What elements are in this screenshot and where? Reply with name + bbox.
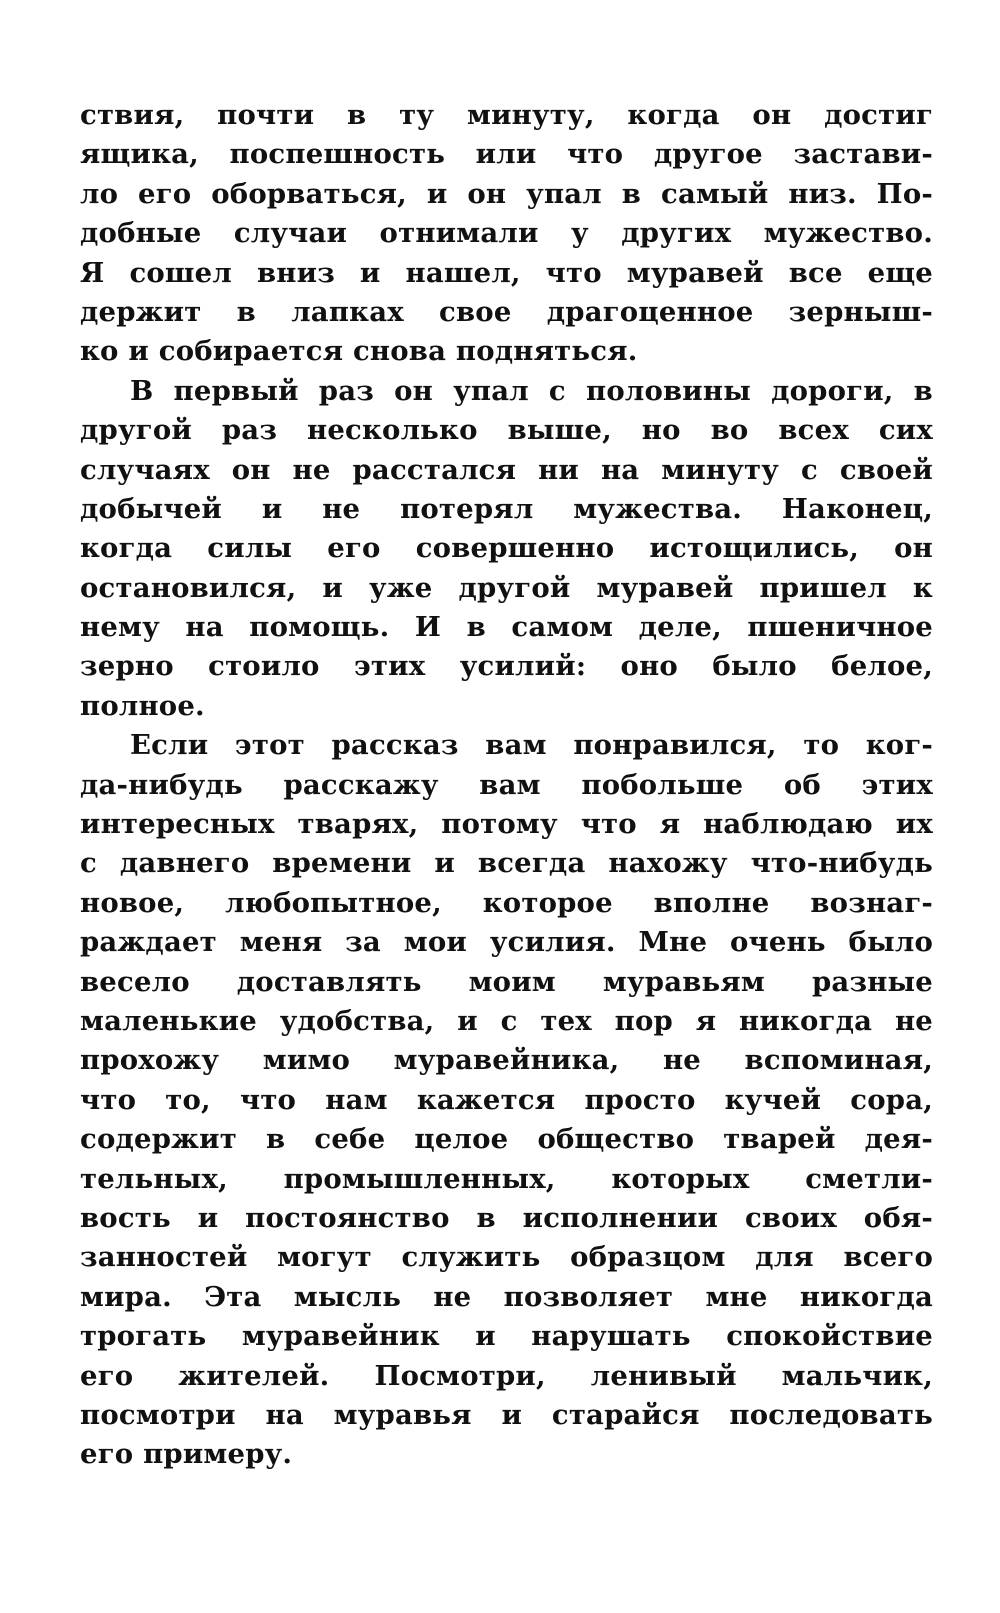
text-line: остановился, и уже другой муравей пришел к <box>80 571 933 604</box>
text-line: полное. <box>80 689 205 722</box>
text-line: что то, что нам кажется просто кучей сора, <box>80 1083 933 1116</box>
text-line: с давнего времени и всегда нахожу что-нибудь <box>80 847 933 880</box>
text-line: его жителей. Посмотри, ленивый мальчик, <box>80 1359 933 1392</box>
text-line: посмотри на муравья и старайся последовать <box>80 1398 933 1431</box>
text-line: новое, любопытное, которое вполне вознаг- <box>80 886 933 919</box>
text-line: его примеру. <box>80 1438 293 1471</box>
text-line: трогать муравейник и нарушать спокойствие <box>80 1320 933 1353</box>
text-line: зерно стоило этих усилий: оно было белое, <box>80 650 933 683</box>
text-line: мира. Эта мысль не позволяет мне никогда <box>80 1280 933 1313</box>
text-line: весело доставлять моим муравьям разные <box>80 965 933 998</box>
text-line: нему на помощь. И в самом деле, пшеничное <box>80 611 933 644</box>
text-line: ящика, поспешность или что другое застави- <box>80 138 933 171</box>
text-line: добычей и не потерял мужества. Наконец, <box>80 492 933 525</box>
text-line: другой раз несколько выше, но во всех сих <box>80 414 933 447</box>
paragraph <box>80 726 933 1474</box>
text-line: Я сошел вниз и нашел, что муравей все еще <box>80 256 933 289</box>
text-line: занностей могут служить образцом для всего <box>80 1241 933 1274</box>
text-line: В первый раз он упал с половины дороги, в <box>130 374 933 407</box>
page-text <box>80 96 933 1475</box>
text-line: ствия, почти в ту минуту, когда он достиг <box>80 99 933 131</box>
text-line: содержит в себе целое общество тварей дея- <box>80 1123 933 1156</box>
paragraph <box>80 96 933 372</box>
text-line: раждает меня за мои усилия. Мне очень было <box>80 926 933 959</box>
text-line: когда силы его совершенно истощились, он <box>80 532 933 565</box>
text-line: держит в лапках свое драгоценное зерныш- <box>80 295 933 328</box>
text-line: прохожу мимо муравейника, не вспоминая, <box>80 1044 933 1077</box>
text-line: ко и собирается снова подняться. <box>80 335 638 368</box>
text-line: интересных тварях, потому что я наблюдаю их <box>80 808 933 841</box>
paragraph <box>80 372 933 727</box>
text-line: тельных, промышленных, которых сметли- <box>80 1162 933 1195</box>
text-line: да-нибудь расскажу вам побольше об этих <box>80 768 933 801</box>
text-line: добные случаи отнимали у других мужество. <box>80 217 933 250</box>
text-line: маленькие удобства, и с тех пор я никогда не <box>80 1004 933 1037</box>
text-line: вость и постоянство в исполнении своих обя- <box>80 1201 933 1234</box>
text-line: ло его оборваться, и он упал в самый низ. По- <box>80 177 933 210</box>
text-line: Если этот рассказ вам понравился, то ког- <box>130 729 933 762</box>
text-line: случаях он не расстался ни на минуту с своей <box>80 453 933 486</box>
